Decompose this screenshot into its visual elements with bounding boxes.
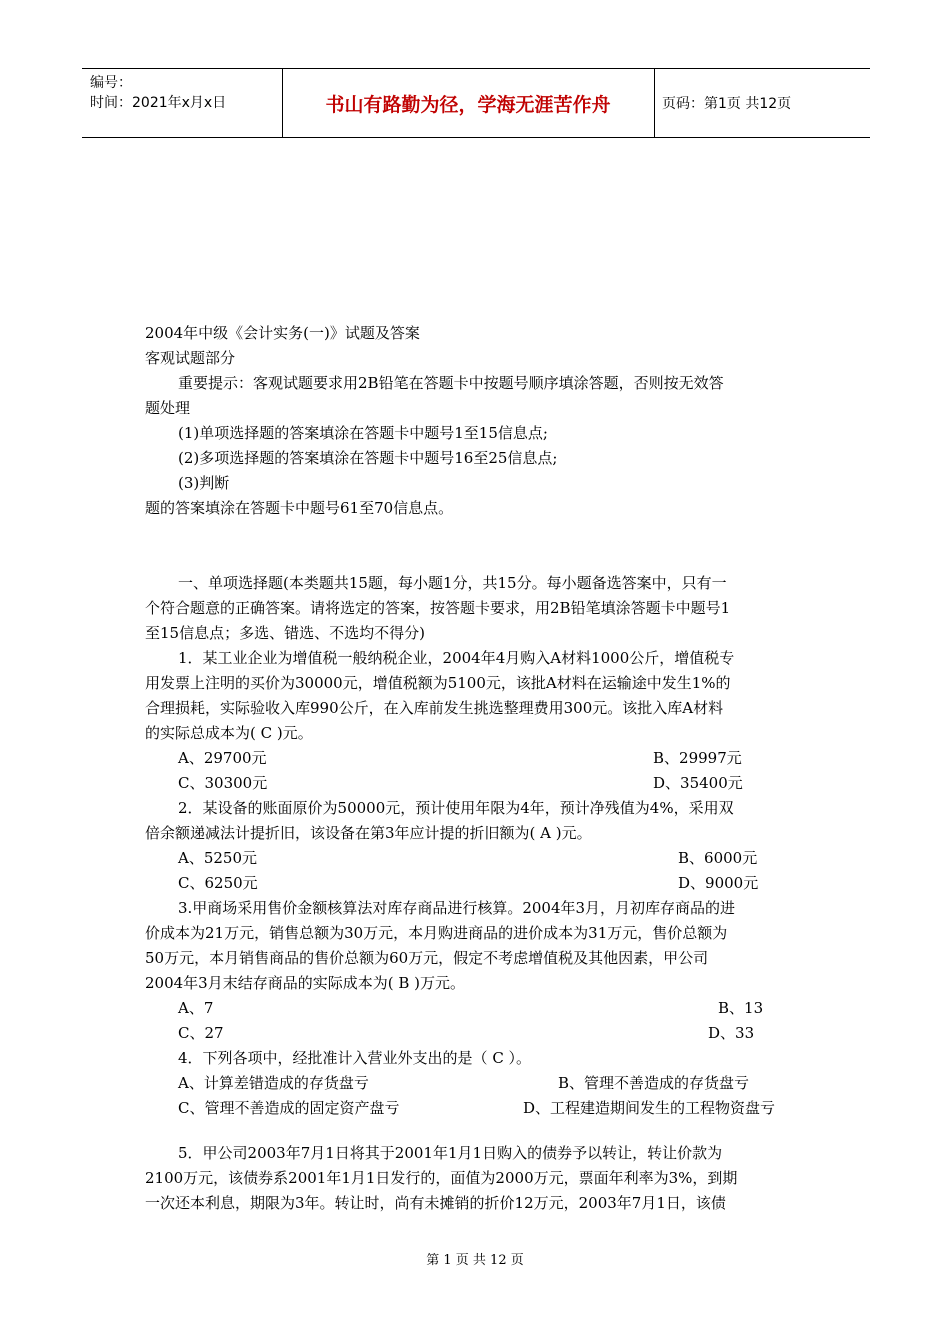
question-text: 50万元，本月销售商品的售价总额为60万元，假定不考虑增值税及其他因素，甲公司 <box>145 949 709 967</box>
question-text: 用发票上注明的买价为30000元，增值税额为5100元，该批A材料在运输途中发生1%的 <box>145 674 731 692</box>
option-c: C、27 <box>178 1024 224 1042</box>
part-instructions: 一、单项选择题(本类题共15题，每小题1分，共15分。每小题备选答案中，只有一 <box>178 574 727 592</box>
option-c: C、管理不善造成的固定资产盘亏 <box>178 1099 400 1117</box>
header-divider <box>654 69 655 137</box>
question-text: 2004年3月末结存商品的实际成本为( B )万元。 <box>145 974 465 992</box>
option-d: D、9000元 <box>678 874 759 892</box>
question-text: 3.甲商场采用售价金额核算法对库存商品进行核算。2004年3月，月初库存商品的进 <box>178 899 736 917</box>
option-a: A、7 <box>178 999 214 1017</box>
page-footer: 第 1 页 共 12 页 <box>426 1253 524 1268</box>
option-b: B、13 <box>718 999 764 1017</box>
header-page-info: 页码：第1页 共12页 <box>662 96 792 112</box>
notice-item: 题的答案填涂在答题卡中题号61至70信息点。 <box>145 499 454 517</box>
header-meta <box>90 73 226 113</box>
notice-line: 重要提示：客观试题要求用2B铅笔在答题卡中按题号顺序填涂答题，否则按无效答 <box>178 374 724 392</box>
option-a: A、5250元 <box>178 849 258 867</box>
option-a: A、计算差错造成的存货盘亏 <box>178 1074 369 1092</box>
question-text: 5．甲公司2003年7月1日将其于2001年1月1日购入的债券予以转让，转让价款为 <box>178 1144 723 1162</box>
question-text: 合理损耗，实际验收入库990公斤，在入库前发生挑选整理费用300元。该批入库A材料 <box>145 699 724 717</box>
option-c: C、6250元 <box>178 874 258 892</box>
notice-item: (1)单项选择题的答案填涂在答题卡中题号1至15信息点; <box>178 424 548 442</box>
option-a: A、29700元 <box>178 749 267 767</box>
notice-line: 题处理 <box>145 399 191 417</box>
question-text: 1．某工业企业为增值税一般纳税企业，2004年4月购入A材料1000公斤，增值税专 <box>178 649 735 667</box>
option-c: C、30300元 <box>178 774 268 792</box>
option-d: D、工程建造期间发生的工程物资盘亏 <box>523 1099 776 1117</box>
question-text: 价成本为21万元，销售总额为30万元，本月购进商品的进价成本为31万元，售价总额为 <box>145 924 728 942</box>
serial-label: 编号： <box>90 75 132 91</box>
section-heading: 客观试题部分 <box>145 349 236 367</box>
page-header <box>82 68 870 138</box>
question-text: 倍余额递减法计提折旧，该设备在第3年应计提的折旧额为( A )元。 <box>145 824 592 842</box>
option-d: D、35400元 <box>653 774 743 792</box>
document-title: 2004年中级《会计实务(一)》试题及答案 <box>145 324 420 342</box>
date-label: 时间：2021年x月x日 <box>90 95 227 111</box>
notice-item: (2)多项选择题的答案填涂在答题卡中题号16至25信息点; <box>178 449 558 467</box>
part-instructions: 至15信息点；多选、错选、不选均不得分) <box>145 624 425 642</box>
question-text: 2．某设备的账面原价为50000元，预计使用年限为4年，预计净残值为4%，采用双 <box>178 799 734 817</box>
option-b: B、6000元 <box>678 849 758 867</box>
question-text: 的实际总成本为( C )元。 <box>145 724 313 742</box>
header-motto: 书山有路勤为径，学海无涯苦作舟 <box>325 93 611 116</box>
part-instructions: 个符合题意的正确答案。请将选定的答案，按答题卡要求，用2B铅笔填涂答题卡中题号1 <box>145 599 731 617</box>
option-b: B、管理不善造成的存货盘亏 <box>558 1074 750 1092</box>
question-text: 4．下列各项中，经批准计入营业外支出的是（ C ）。 <box>178 1049 532 1067</box>
option-d: D、33 <box>708 1024 755 1042</box>
notice-item: (3)判断 <box>178 474 230 492</box>
question-text: 一次还本利息，期限为3年。转让时，尚有未摊销的折价12万元，2003年7月1日，该债 <box>145 1194 726 1212</box>
option-b: B、29997元 <box>653 749 742 767</box>
question-text: 2100万元，该债券系2001年1月1日发行的，面值为2000万元，票面年利率为3%，到期 <box>145 1169 738 1187</box>
